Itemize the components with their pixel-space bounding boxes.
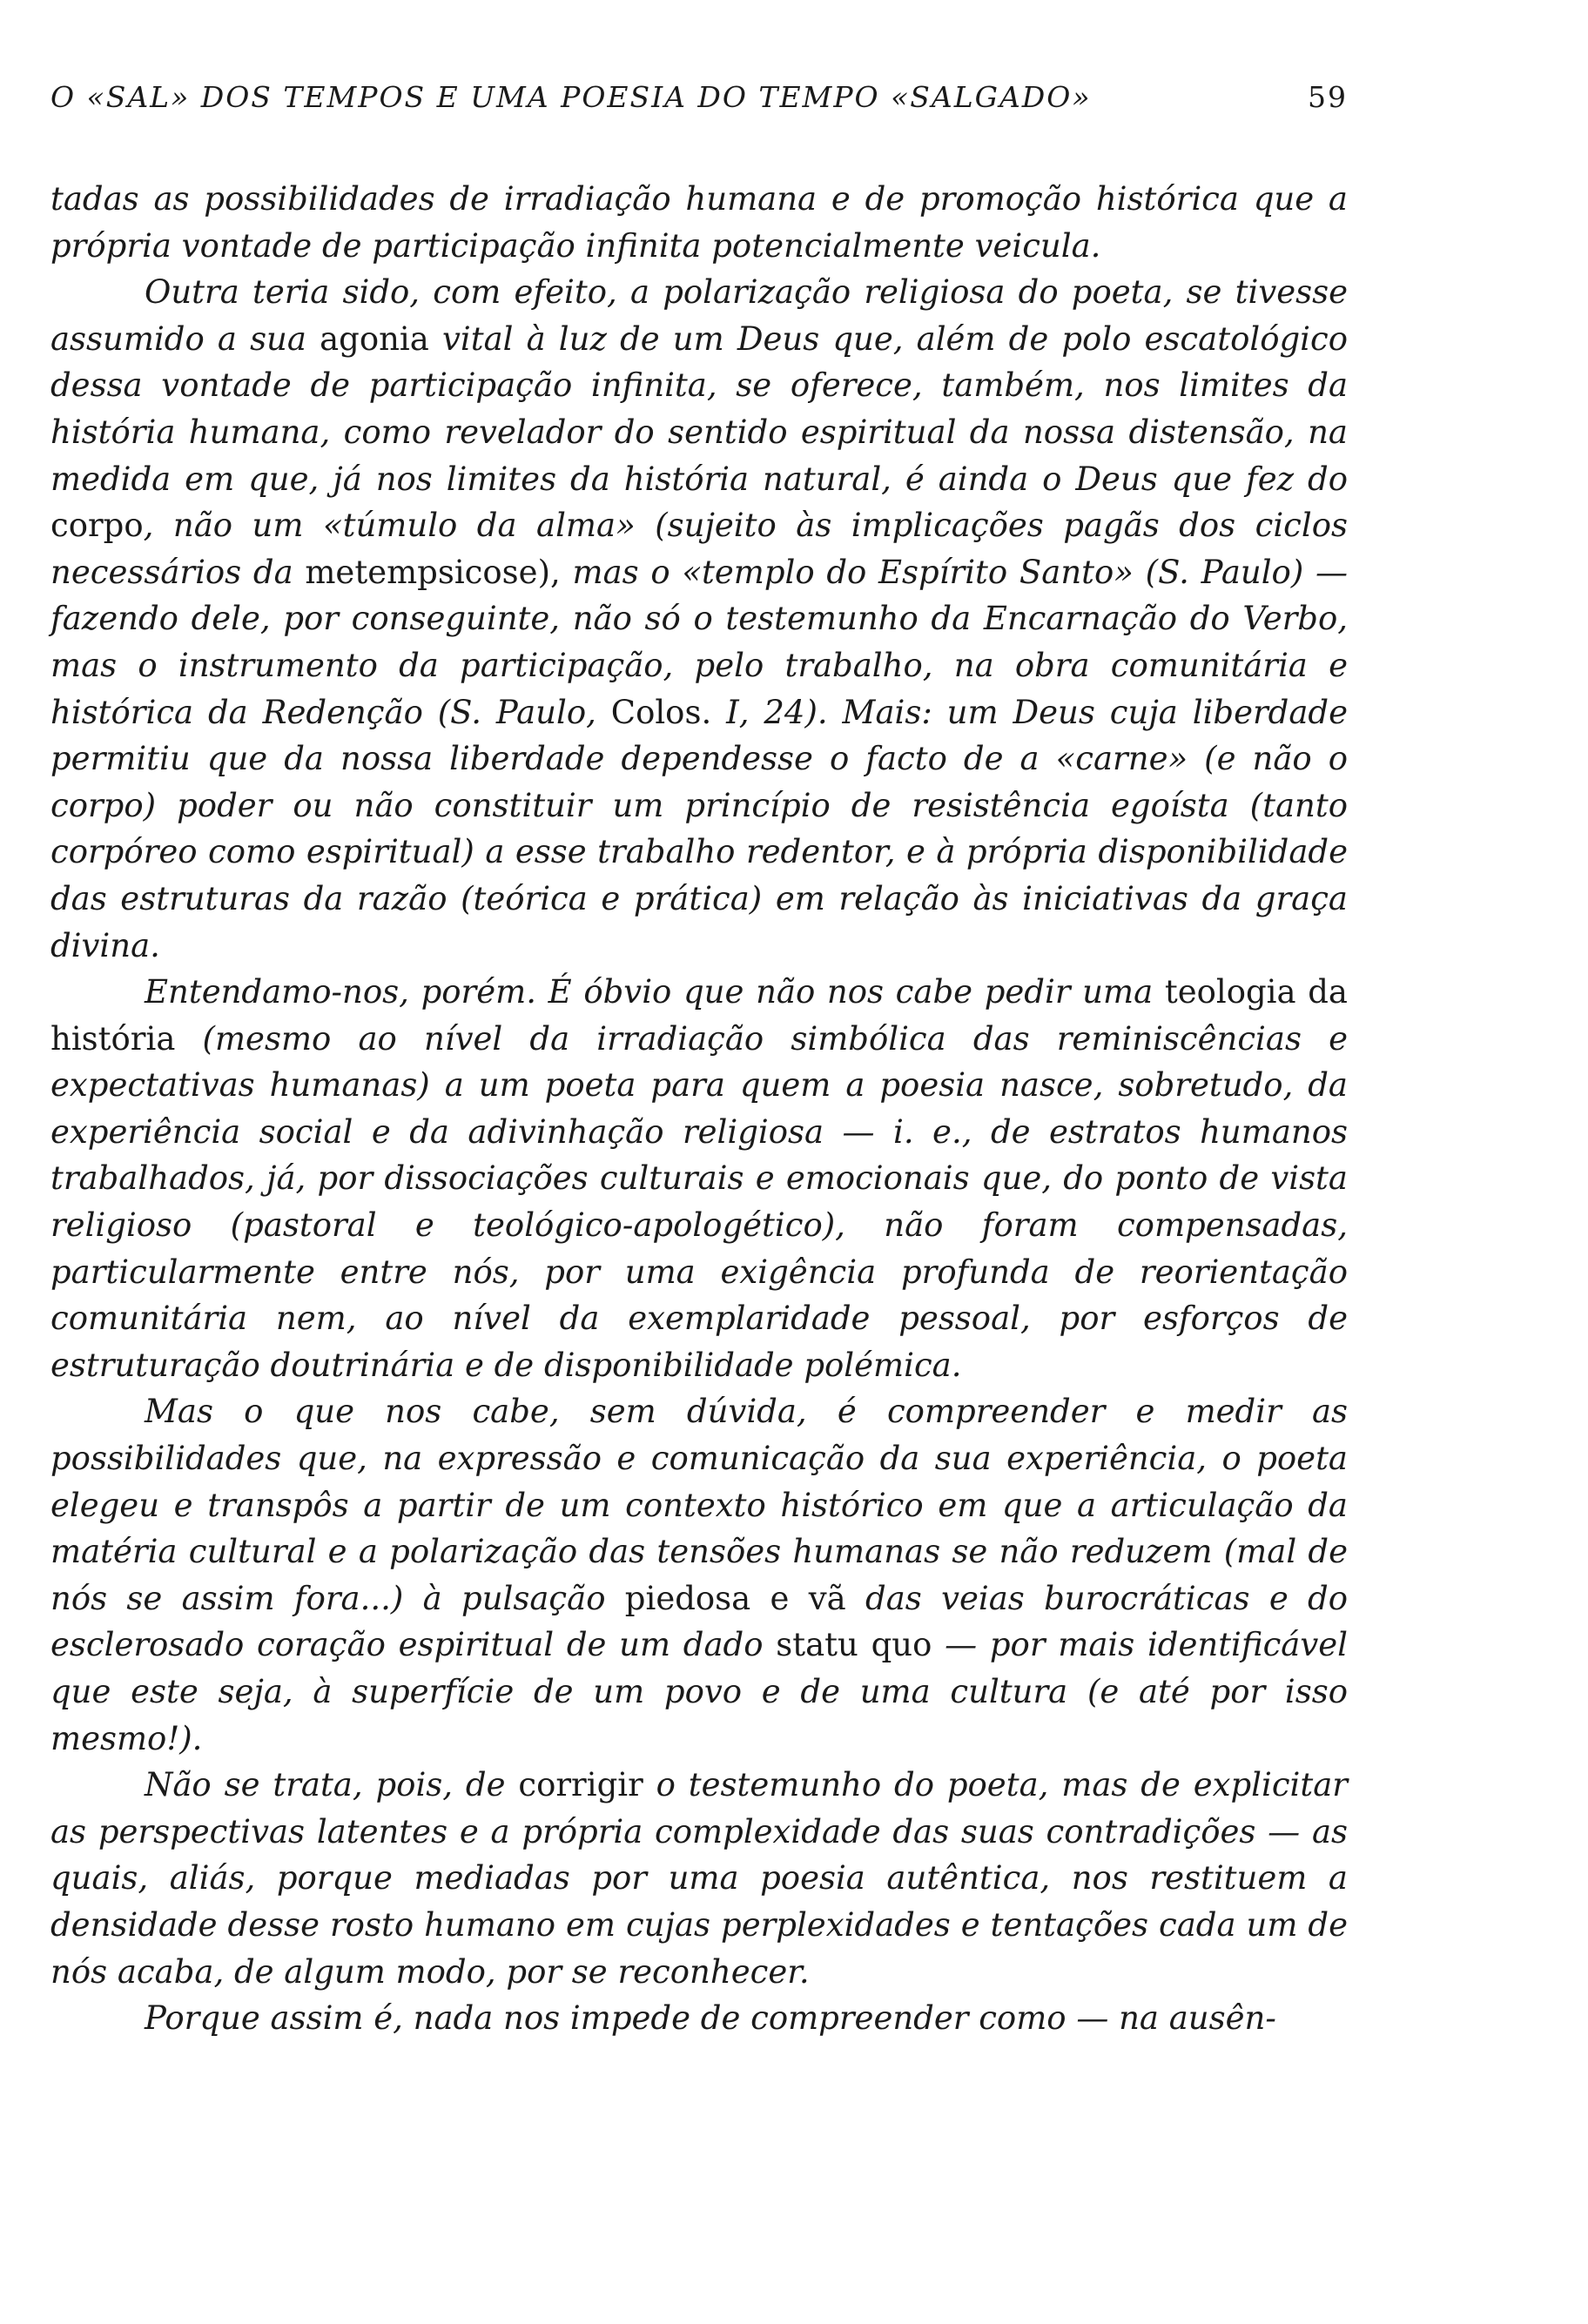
paragraph: [50, 269, 1348, 969]
roman-text: ),: [537, 553, 573, 591]
paragraph: [50, 1762, 1348, 1995]
italic-text: Porque assim é, nada nos impede de compreender como — na ausên-: [145, 1999, 1276, 2038]
roman-text: piedosa e vã: [624, 1579, 846, 1617]
italic-text: I, 24). Mais: um Deus cuja liberdade permitiu que da nossa liberdade dependesse o facto de a «carne» (e não o corpo) poder ou não constituir um princípio de resistência egoísta (tanto corpóreo como espiritual) a esse trabalho redentor, e à própria disponibilidade das estruturas da razão (teórica e prática) em relação às iniciativas da graça divina.: [50, 693, 1349, 964]
roman-text: agonia: [320, 319, 429, 358]
paragraph: [50, 969, 1348, 1388]
roman-text: metempsicose: [305, 553, 538, 591]
paragraph: [50, 1995, 1348, 2042]
italic-text: Não se trata, pois, de: [145, 1766, 519, 1804]
roman-text: Colos.: [610, 693, 712, 731]
paragraph: [50, 176, 1348, 269]
book-page: [50, 70, 1348, 2042]
running-head: [50, 70, 1348, 122]
roman-text: teologia da história: [50, 973, 1348, 1058]
roman-text: corpo: [50, 507, 144, 545]
italic-text: o testemunho do poeta, mas de explicitar as perspectivas latentes e a própria complexidade das suas contradições — as quais, aliás, porque mediadas por uma poesia autêntica, nos restituem a densidade desse rosto humano em cujas perplexidades e tentações cada um de nós acaba, de algum modo, por se reconhecer.: [50, 1766, 1348, 1991]
italic-text: Mas o que nos cabe, sem dúvida, é compreender e medir as possibilidades que, na expressão e comunicação da sua experiência, o poeta elegeu e transpôs a partir de um contexto histórico em que a articulação da matéria cultural e a polarização das tensões humanas se não reduzem (mal de nós se assim fora...) à pulsação: [50, 1393, 1348, 1617]
running-title: O «SAL» DOS TEMPOS E UMA POESIA DO TEMPO «SALGADO»: [50, 80, 1092, 114]
italic-text: vital à luz de um Deus que, além de polo escatológico dessa vontade de participação infinita, se oferece, também, nos limites da história humana, como revelador do sentido espiritual da nossa distensão, na medida em que, já nos limites da história natural, é ainda o Deus que fez do: [50, 319, 1348, 498]
italic-text: Outra teria sido, com efeito, a polarização religiosa do poeta, se tivesse assumido a sua: [50, 273, 1348, 358]
italic-text: tadas as possibilidades de irradiação humana e de promoção histórica que a própria vontade de participação infinita potencialmente veicula.: [50, 180, 1348, 265]
body-text: [50, 176, 1348, 2042]
italic-text: mas o «templo do Espírito Santo» (S. Paulo) — fazendo dele, por conseguinte, não só o testemunho da Encarnação do Verbo, mas o instrumento da participação, pelo trabalho, na obra comunitária e histórica da Redenção (S. Paulo,: [50, 553, 1348, 731]
italic-text: , não um «túmulo da alma» (sujeito às implicações pagãs dos ciclos necessários da: [50, 507, 1348, 591]
roman-text: statu quo: [776, 1626, 932, 1664]
italic-text: — por mais identificável que este seja, à superfície de um povo e de uma cultura (e até por isso mesmo!).: [50, 1626, 1348, 1757]
italic-text: das veias burocráticas e do esclerosado coração espiritual de um dado: [50, 1579, 1348, 1664]
roman-text: corrigir: [518, 1766, 643, 1804]
italic-text: Entendamo-nos, porém. É óbvio que não nos cabe pedir uma: [145, 973, 1165, 1011]
italic-text: (mesmo ao nível da irradiação simbólica das reminiscências e expectativas humanas) a um poeta para quem a poesia nasce, sobretudo, da experiência social e da adivinhação religiosa — i. e., de estratos humanos trabalhados, já, por dissociações culturais e emocionais que, do ponto de vista religioso (pastoral e teológico-apologético), não foram compensadas, particularmente entre nós, por uma exigência profunda de reorientação comunitária nem, ao nível da exemplaridade pessoal, por esforços de estruturação doutrinária e de disponibilidade polémica.: [50, 1019, 1348, 1384]
paragraph: [50, 1388, 1348, 1762]
page-number: 59: [1308, 80, 1348, 114]
